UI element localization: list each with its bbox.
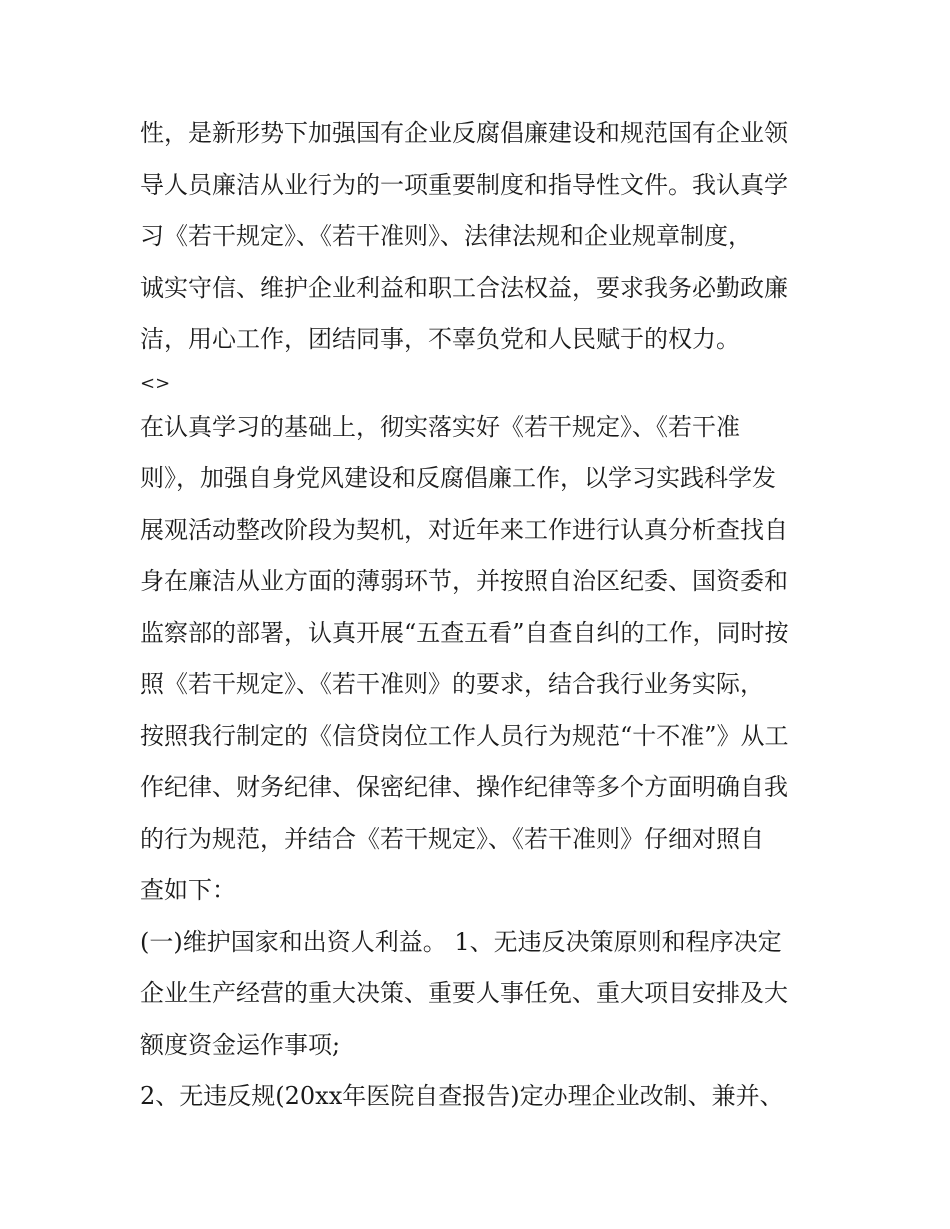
text-line: 查如下： — [140, 876, 236, 904]
text-line: 习《若干规定》、《若干准则》、法律法规和企业规章制度， — [140, 222, 752, 250]
text-line: 导人员廉洁从业行为的一项重要制度和指导性文件。我认真学 — [140, 170, 788, 199]
text-line: 监察部的部署，认真开展“五查五看”自查自纠的工作，同时按 — [140, 618, 789, 647]
text-line: 展观活动整改阶段为契机，对近年来工作进行认真分析查找自 — [140, 515, 788, 544]
text-line: 照《若干规定》、《若干准则》的要求，结合我行业务实际， — [140, 670, 764, 698]
text-line: 的行为规范，并结合《若干规定》、《若干准则》仔细对照自 — [140, 824, 764, 853]
text-line: (一)维护国家和出资人利益。 1、无违反决策原则和程序决定 — [140, 927, 782, 956]
text-line: 在认真学习的基础上，彻实落实好《若干规定》、《若干准 — [140, 412, 740, 441]
text-line: 诚实守信、维护企业利益和职工合法权益，要求我务必勤政廉 — [140, 273, 788, 302]
text-line: 额度资金运作事项; — [140, 1030, 341, 1059]
text-line: <> — [140, 372, 171, 394]
text-line: 则》，加强自身党风建设和反腐倡廉工作，以学习实践科学发 — [140, 464, 776, 492]
text-line: 按照我行制定的《信贷岗位工作人员行为规范“十不准”》从工 — [140, 721, 789, 750]
text-line: 身在廉洁从业方面的薄弱环节，并按照自治区纪委、国资委和 — [140, 567, 788, 595]
text-line: 2、无违反规(20xx年医院自查报告)定办理企业改制、兼并、 — [140, 1082, 784, 1110]
text-line: 性，是新形势下加强国有企业反腐倡廉建设和规范国有企业领 — [140, 119, 788, 147]
text-line: 洁，用心工作，团结同事，不辜负党和人民赋于的权力。 — [140, 325, 740, 353]
text-line: 作纪律、财务纪律、保密纪律、操作纪律等多个方面明确自我 — [140, 773, 788, 801]
text-line: 企业生产经营的重大决策、重要人事任免、重大项目安排及大 — [140, 979, 788, 1007]
document-body — [140, 108, 820, 1123]
